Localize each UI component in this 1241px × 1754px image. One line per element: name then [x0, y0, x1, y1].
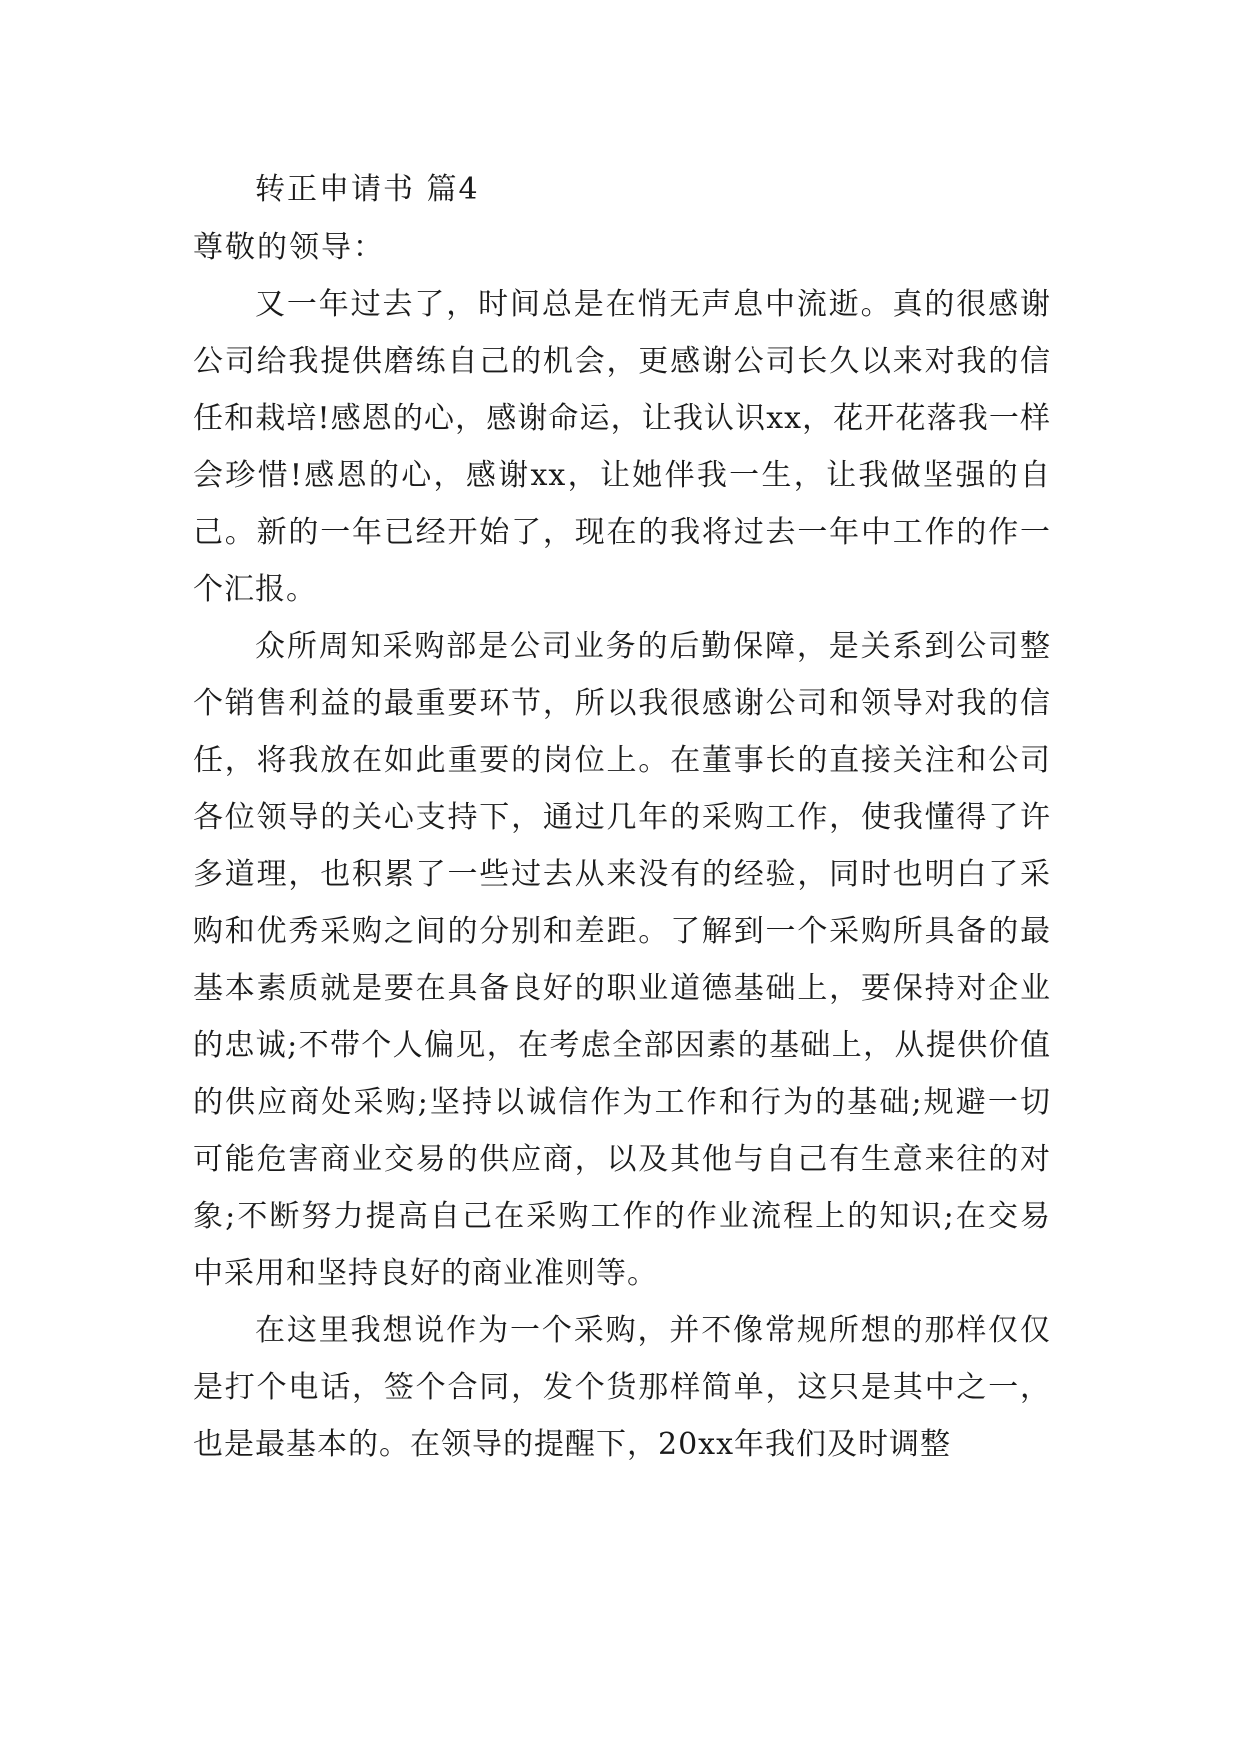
document-title: 转正申请书 篇4: [255, 172, 480, 207]
paragraph-1: 又一年过去了，时间总是在悄无声息中流逝。真的很感谢公司给我提供磨练自己的机会，更感谢公司长久以来对我的信任和栽培!感恩的心，感谢命运，让我认识xx，花开花落我一样会珍惜!感恩的心，感谢xx，让她伴我一生，让我做坚强的自己。新的一年已经开始了，现在的我将过去一年中工作的作一个汇报。: [193, 287, 1051, 607]
paragraph-2: 众所周知采购部是公司业务的后勤保障，是关系到公司整个销售利益的最重要环节，所以我很感谢公司和领导对我的信任，将我放在如此重要的岗位上。在董事长的直接关注和公司各位领导的关心支持下，通过几年的采购工作，使我懂得了许多道理，也积累了一些过去从来没有的经验，同时也明白了采购和优秀采购之间的分别和差距。了解到一个采购所具备的最基本素质就是要在具备良好的职业道德基础上，要保持对企业的忠诚;不带个人偏见，在考虑全部因素的基础上，从提供价值的供应商处采购;坚持以诚信作为工作和行为的基础;规避一切可能危害商业交易的供应商，以及其他与自己有生意来往的对象;不断努力提高自己在采购工作的作业流程上的知识;在交易中采用和坚持良好的商业准则等。: [193, 629, 1051, 1291]
paragraph-3: 在这里我想说作为一个采购，并不像常规所想的那样仅仅是打个电话，签个合同，发个货那样简单，这只是其中之一，也是最基本的。在领导的提醒下，20xx年我们及时调整: [193, 1313, 1051, 1462]
document-body: [193, 160, 1051, 1473]
salutation: 尊敬的领导：: [193, 230, 385, 265]
